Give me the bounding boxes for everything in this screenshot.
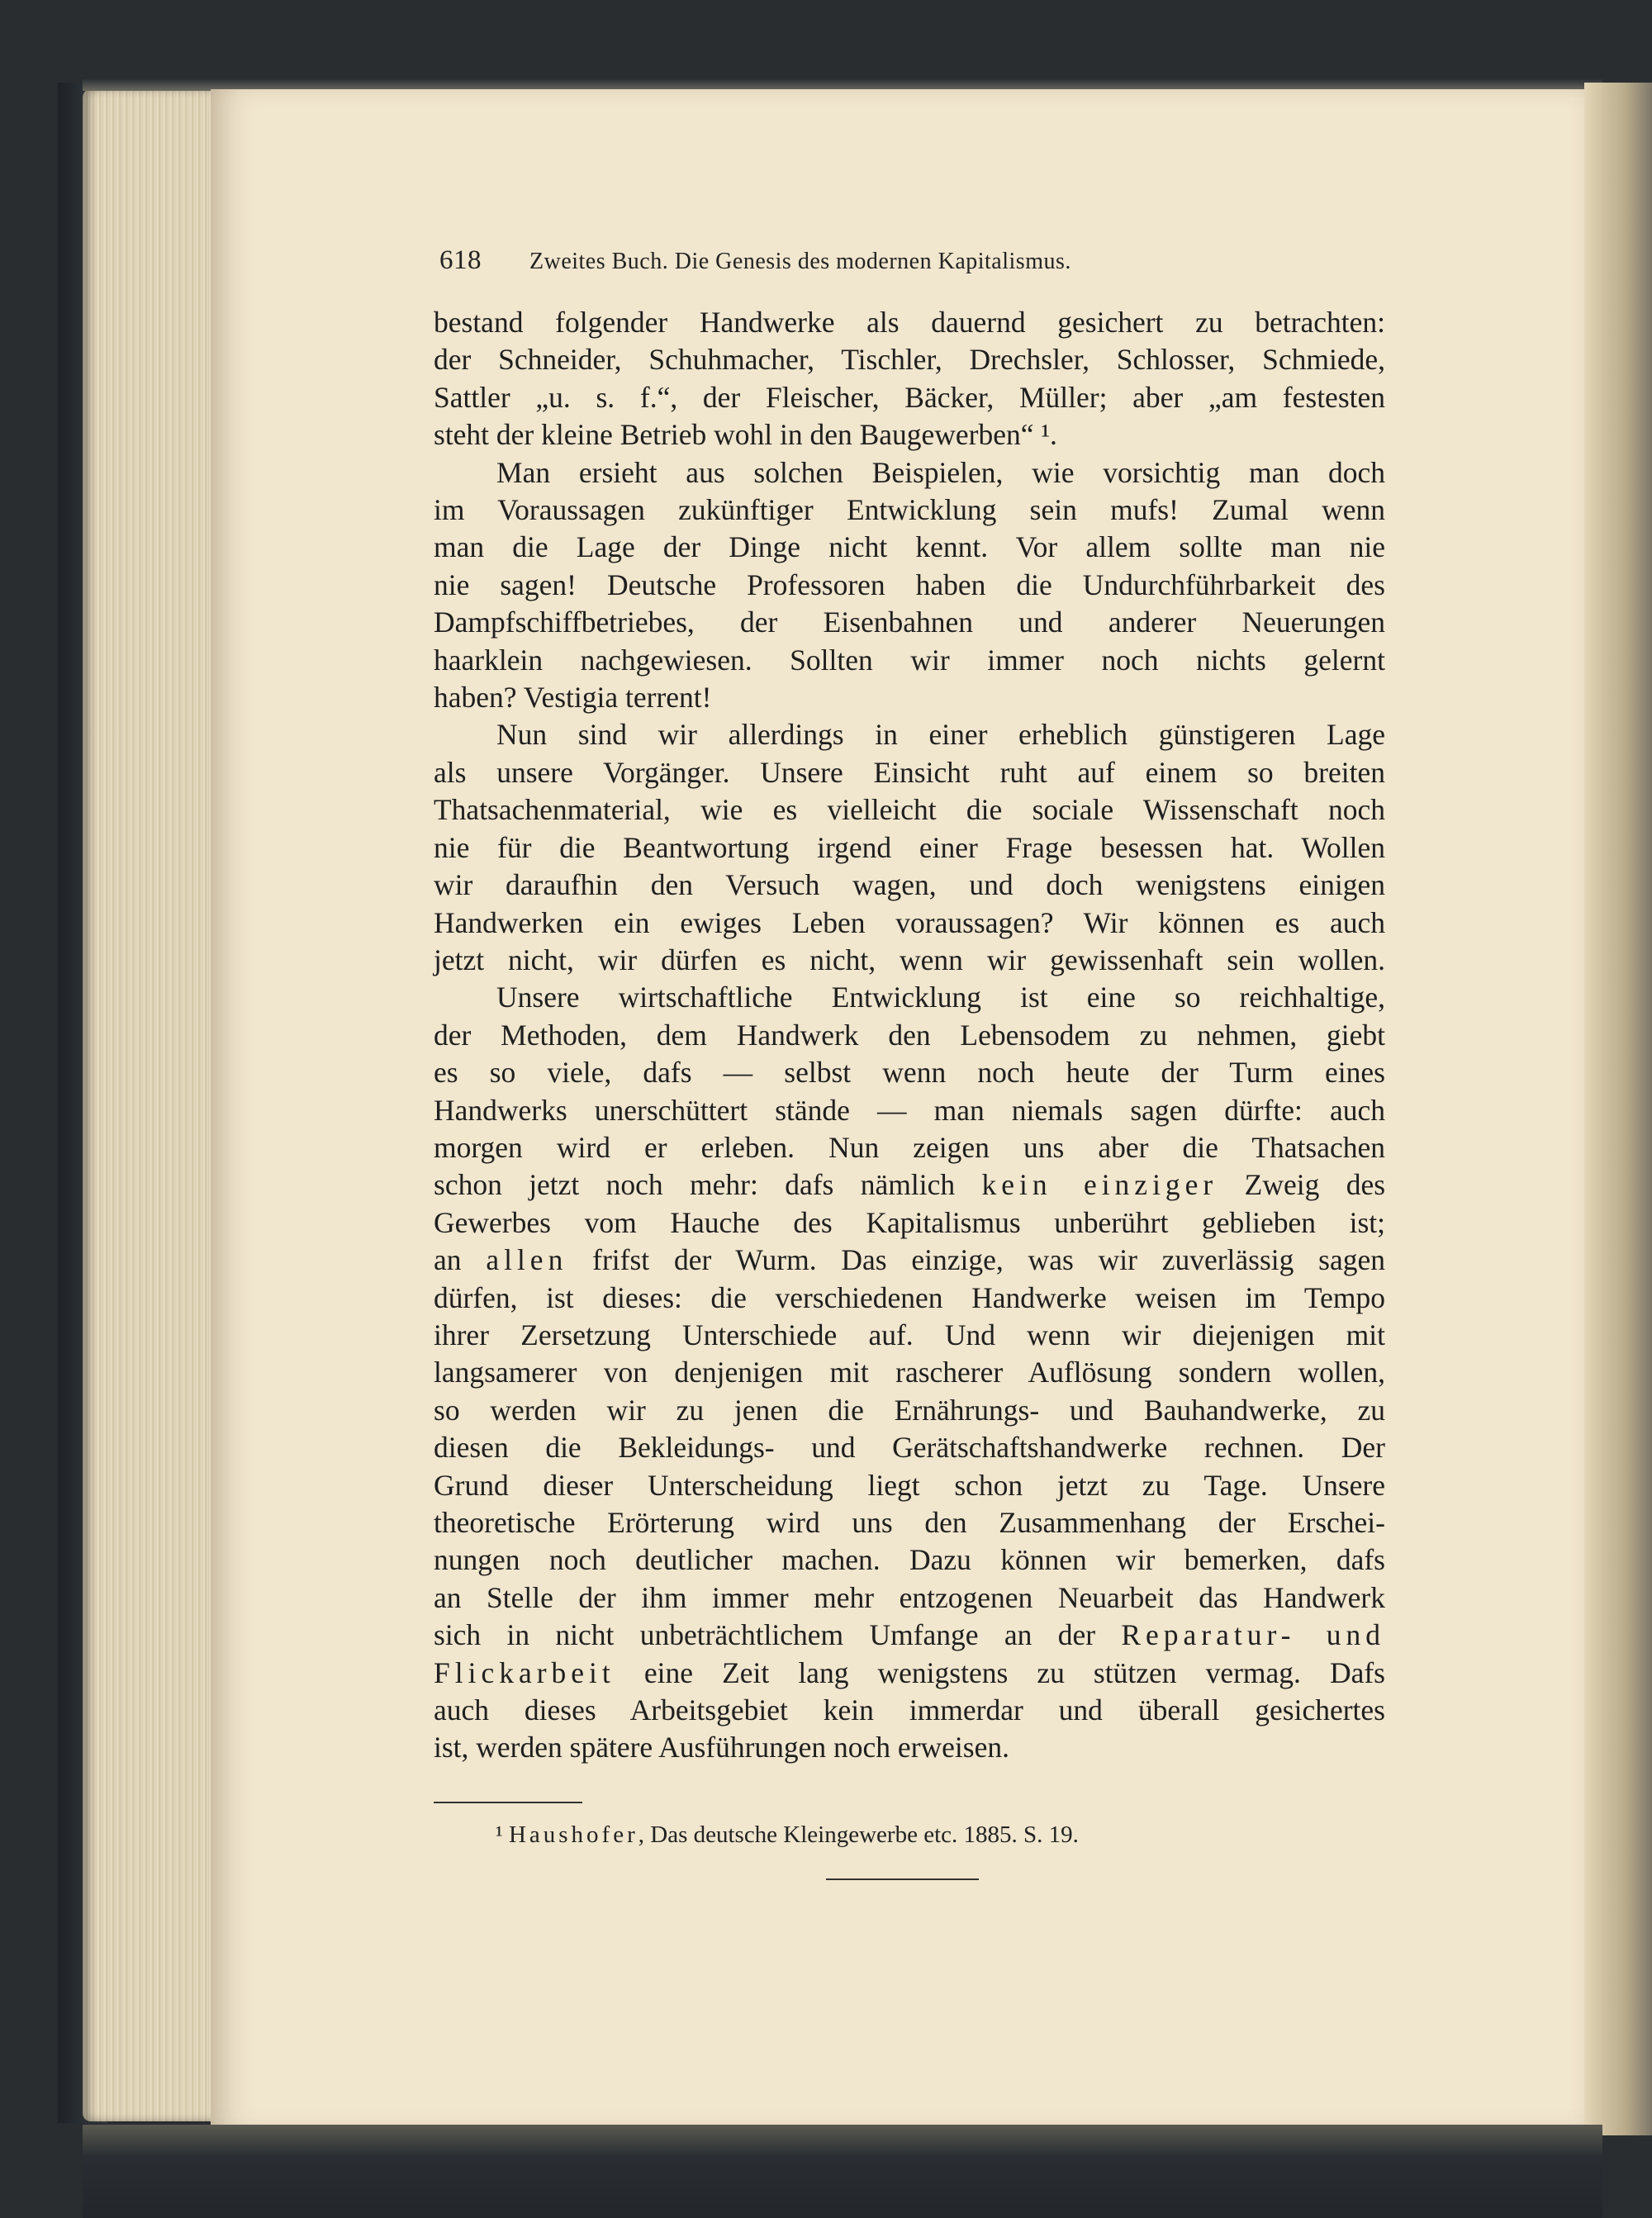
text-line: jetzt nicht, wir dürfen es nicht, wenn wir gewissenhaft sein wollen. [434, 943, 1385, 976]
book-bottom-edge [83, 2125, 1602, 2218]
text-line: haarklein nachgewiesen. Sollten wir immer noch nichts gelernt [434, 643, 1385, 677]
running-header [439, 245, 1389, 276]
text-line: man die Lage der Dinge nicht kennt. Vor allem sollte man nie [434, 530, 1385, 564]
spaced-emphasis: Flickarbeit [434, 1655, 615, 1689]
text-line: Man ersieht aus solchen Beispielen, wie vorsichtig man doch [496, 455, 1385, 489]
page-number: 618 [439, 245, 482, 275]
text-line: Handwerken ein ewiges Leben voraussagen? Wir können es auch [434, 905, 1385, 939]
text-line: Sattler „u. s. f.“, der Fleischer, Bäcker, Müller; aber „am festesten [434, 380, 1385, 414]
spaced-emphasis: Reparatur- und [1121, 1618, 1385, 1652]
text-line: nungen noch deutlicher machen. Dazu können wir bemerken, dafs [434, 1543, 1385, 1577]
text-line: nie sagen! Deutsche Professoren haben die Undurchführbarkeit des [434, 568, 1385, 601]
text-line: sich in nicht unbeträchtlichem Umfange an der Reparatur- und [434, 1618, 1385, 1652]
text-line: dürfen, ist dieses: die verschiedenen Handwerke weisen im Tempo [434, 1280, 1385, 1314]
text-line: theoretische Erörterung wird uns den Zusammenhang der Erschei- [434, 1506, 1385, 1539]
text-line: Gewerbes vom Hauche des Kapitalismus unberührt geblieben ist; [434, 1205, 1385, 1239]
footnote [496, 1821, 1388, 1849]
footnote-rule [434, 1802, 582, 1803]
text-line: es so viele, dafs — selbst wenn noch heute der Turm eines [434, 1056, 1385, 1090]
text-line: im Voraussagen zukünftiger Entwicklung sein mufs! Zumal wenn [434, 493, 1385, 527]
text-line: Thatsachenmaterial, wie es vielleicht die sociale Wissenschaft noch [434, 793, 1385, 827]
text-line: langsamerer von denjenigen mit rascherer Auflösung sondern wollen, [434, 1356, 1385, 1389]
page-stack-edges [83, 89, 223, 2121]
end-rule [826, 1878, 979, 1880]
body-text [434, 304, 1385, 1767]
text-line: Handwerks unerschüttert stände — man niemals sagen dürfte: auch [434, 1093, 1385, 1127]
text-line: haben? Vestigia terrent! [434, 681, 712, 715]
text-line: Nun sind wir allerdings in einer erheblich günstigeren Lage [496, 718, 1385, 752]
text-line: schon jetzt noch mehr: dafs nämlich kein einziger Zweig des [434, 1168, 1386, 1202]
book-gutter [1584, 83, 1652, 2135]
footnote-author: Haushofer [508, 1821, 638, 1848]
footnote-text: , Das deutsche Kleingewerbe etc. 1885. S. 19. [638, 1821, 1079, 1848]
text-line: nie für die Beantwortung irgend einer Frage besessen hat. Wollen [434, 830, 1385, 864]
text-line: ihrer Zersetzung Unterschiede auf. Und wenn wir diejenigen mit [434, 1318, 1385, 1351]
text-line: Flickarbeit eine Zeit lang wenigstens zu stützen vermag. Dafs [434, 1655, 1385, 1689]
text-line: wir daraufhin den Versuch wagen, und doch wenigstens einigen [434, 868, 1385, 902]
running-title: Zweites Buch. Die Genesis des modernen Kapitalismus. [529, 249, 1071, 274]
text-line: diesen die Bekleidungs- und Gerätschaftshandwerke rechnen. Der [434, 1431, 1385, 1465]
text-line: steht der kleine Betrieb wohl in den Baugewerben“ ¹. [434, 418, 1057, 452]
text-line: als unsere Vorgänger. Unsere Einsicht ruht auf einem so breiten [434, 755, 1385, 789]
text-line: so werden wir zu jenen die Ernährungs- und Bauhandwerke, zu [434, 1393, 1385, 1427]
text-line: Dampfschiffbetriebes, der Eisenbahnen und anderer Neuerungen [434, 606, 1385, 639]
text-line: Unsere wirtschaftliche Entwicklung ist eine so reichhaltige, [496, 981, 1385, 1014]
text-line: Grund dieser Unterscheidung liegt schon jetzt zu Tage. Unsere [434, 1468, 1385, 1502]
spaced-emphasis: kein einziger [981, 1168, 1218, 1202]
text-line: an allen frifst der Wurm. Das einzige, was wir zuverlässig sagen [434, 1243, 1386, 1277]
spaced-emphasis: allen [486, 1243, 568, 1277]
text-line: bestand folgender Handwerke als dauernd gesichert zu betrachten: [434, 306, 1385, 339]
text-line: an Stelle der ihm immer mehr entzogenen Neuarbeit das Handwerk [434, 1580, 1385, 1614]
text-line: morgen wird er erleben. Nun zeigen uns aber die Thatsachen [434, 1130, 1385, 1164]
text-line: der Schneider, Schuhmacher, Tischler, Drechsler, Schlosser, Schmiede, [434, 343, 1385, 377]
text-line: auch dieses Arbeitsgebiet kein immerdar und überall gesichertes [434, 1693, 1385, 1727]
text-line: ist, werden spätere Ausführungen noch erweisen. [434, 1731, 1009, 1764]
text-line: der Methoden, dem Handwerk den Lebensodem zu nehmen, giebt [434, 1018, 1385, 1052]
footnote-marker: ¹ [496, 1821, 503, 1848]
